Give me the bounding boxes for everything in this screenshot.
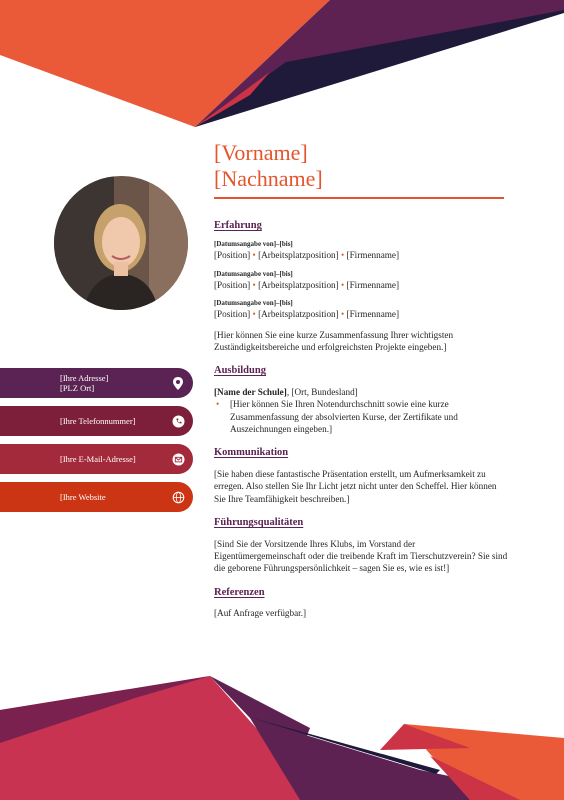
profile-photo bbox=[54, 176, 188, 310]
communication-heading: Kommunikation bbox=[214, 447, 289, 459]
main-content bbox=[214, 220, 509, 620]
job-line: [Position] • [Arbeitsplatzposition] • [Firmenname] bbox=[214, 309, 400, 320]
email-icon bbox=[171, 452, 185, 466]
references-text: [Auf Anfrage verfügbar.] bbox=[214, 608, 307, 619]
website-pill bbox=[0, 482, 193, 512]
job-date: [Datumsangabe von]–[bis] bbox=[214, 240, 293, 249]
address-line1: [Ihre Adresse] bbox=[60, 373, 109, 383]
first-name: [Vorname] bbox=[214, 140, 308, 165]
phone-icon bbox=[171, 414, 185, 428]
job-date: [Datumsangabe von]–[bis] bbox=[214, 299, 293, 308]
bottom-decoration bbox=[0, 658, 564, 800]
email-text: [Ihre E-Mail-Adresse] bbox=[60, 454, 136, 464]
leadership-heading: Führungsqualitäten bbox=[214, 517, 304, 529]
job-line: [Position] • [Arbeitsplatzposition] • [Firmenname] bbox=[214, 279, 400, 290]
job-entry bbox=[214, 299, 509, 320]
school-location: , [Ort, Bundesland] bbox=[286, 386, 358, 397]
job-line: [Position] • [Arbeitsplatzposition] • [Firmenname] bbox=[214, 250, 400, 261]
experience-heading: Erfahrung bbox=[214, 220, 262, 231]
phone-pill bbox=[0, 406, 193, 436]
job-date: [Datumsangabe von]–[bis] bbox=[214, 269, 293, 278]
job-entry bbox=[214, 240, 509, 261]
name-block bbox=[214, 140, 323, 192]
education-heading: Ausbildung bbox=[214, 365, 266, 377]
job-entry bbox=[214, 270, 509, 291]
experience-summary: [Hier können Sie eine kurze Zusammenfassung Ihrer wichtigsten Zuständigkeitsbereiche und erfolgreichsten Projekte eingeben.] bbox=[214, 329, 454, 353]
address-pill bbox=[0, 368, 193, 398]
education-bullet: • [Hier können Sie Ihren Notendurchschnitt sowie eine kurze Zusammenfassung der absolvierten Kurse, der Zertifikate und Auszeichnungen eingeben.] bbox=[216, 399, 458, 435]
name-divider bbox=[214, 197, 504, 199]
school-name: [Name der Schule] bbox=[214, 386, 287, 397]
address-line2: [PLZ Ort] bbox=[60, 383, 95, 393]
communication-text: [Sie haben diese fantastische Präsentation erstellt, um Aufmerksamkeit zu erregen. Also stellen Sie Ihr Licht jetzt nicht unter den Scheffel. Hier können Sie Ihre Teamfähigkeit beschreiben.] bbox=[214, 468, 497, 504]
leadership-text: [Sind Sie der Vorsitzende Ihres Klubs, im Vorstand der Eigentümergemeinschaft oder die treibende Kraft im Tierschutzverein? Sie sind die geborene Führungspersönlichkeit – sagen Sie es, wie es ist!] bbox=[214, 538, 508, 574]
website-text: [Ihre Website bbox=[60, 492, 106, 502]
globe-icon bbox=[171, 490, 185, 504]
top-decoration bbox=[0, 0, 564, 130]
references-heading: Referenzen bbox=[214, 586, 265, 598]
location-pin-icon bbox=[171, 376, 185, 390]
phone-text: [Ihre Telefonnummer] bbox=[60, 416, 136, 426]
last-name: [Nachname] bbox=[214, 166, 323, 191]
email-pill bbox=[0, 444, 193, 474]
school-line bbox=[214, 386, 509, 398]
